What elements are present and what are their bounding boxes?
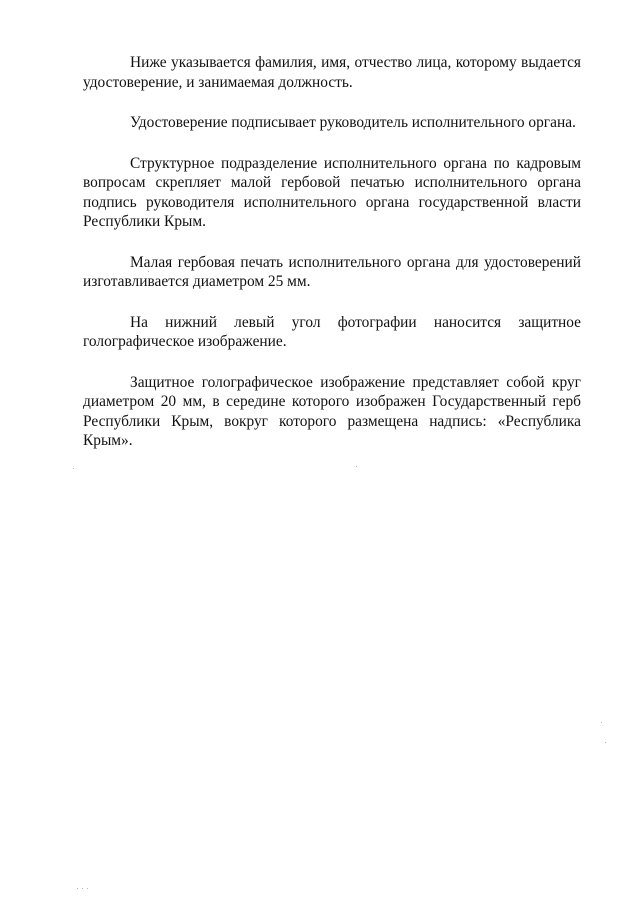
scan-speck	[73, 468, 74, 469]
scan-speck	[605, 742, 606, 743]
paragraph-signatory: Удостоверение подписывает руководитель исполнительного органа.	[130, 114, 576, 131]
scan-speck	[356, 466, 357, 467]
scan-speck	[87, 888, 88, 889]
scan-speck	[601, 722, 602, 723]
paragraph-seal-usage: Структурное подразделение исполнительного органа по кадровым вопросам скрепляет малой гербовой печатью исполнительного органа подпись руководителя исполнительного органа государственной власти Республики Крым.	[83, 154, 581, 230]
scan-speck	[148, 271, 149, 272]
paragraph-seal-diameter: Малая гербовая печать исполнительного органа для удостоверений изготавливается диаметром 25 мм.	[83, 253, 581, 290]
paragraph-holder-name: Ниже указывается фамилия, имя, отчество лица, которому выдается удостоверение, и занимаемая должность.	[83, 54, 581, 91]
paragraph-hologram-placement: На нижний левый угол фотографии наносится защитное голографическое изображение.	[83, 313, 581, 350]
paragraph-hologram-description: Защитное голографическое изображение представляет собой круг диаметром 20 мм, в середине которого изображен Государственный герб Республики Крым, вокруг которого размещена надпись: «Республика Крым».	[83, 373, 581, 449]
document-body	[83, 53, 581, 472]
scan-speck	[82, 888, 83, 889]
scan-speck	[77, 888, 78, 889]
